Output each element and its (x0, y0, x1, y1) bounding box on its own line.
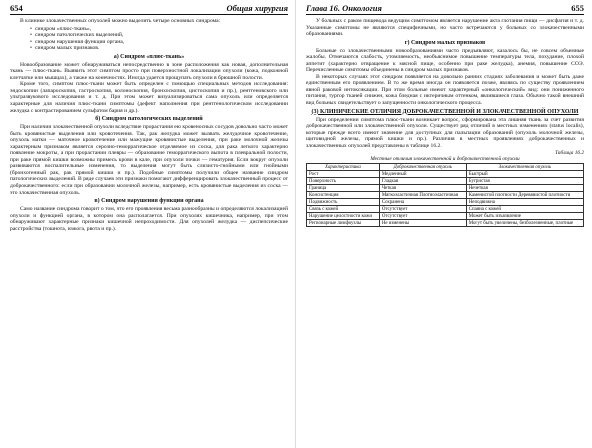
table-cell: Рост (307, 171, 380, 178)
column-header: Злокачественная опухоль (466, 164, 583, 171)
page-number: 654 (10, 3, 23, 13)
right-page-header (306, 0, 584, 15)
section-heading: в) Синдром нарушения функции органа (94, 198, 204, 205)
table-number: Таблица 16.2 (555, 150, 584, 157)
column-header: Доброкачественная опухоль (379, 164, 466, 171)
table-cell: Отсутствует (379, 213, 466, 220)
table-cell: Сохранена (379, 199, 466, 206)
table-cell: Нечеткая (466, 185, 583, 192)
table-cell: Могут быть увеличены, безболезненные, плотные (466, 220, 583, 227)
table-cell: Мягкоэластичная Плотноэластичная (379, 192, 466, 199)
table-body (307, 171, 584, 227)
table-cell: Медленный (379, 171, 466, 178)
table-header-row (307, 164, 584, 171)
table-cell: Спаяна с кожей (466, 206, 583, 213)
left-page-header (10, 0, 288, 15)
section-heading: г) Синдром малых признаков (404, 39, 486, 46)
table-cell: Связь с кожей (307, 206, 380, 213)
table-cell: Быстрый (466, 171, 583, 178)
paragraph: Новообразование может обнаруживаться непосредственно в зоне расположения как новая, дополнительная ткань — плюс-ткань. Выявить этот симптом просто при поверхностной локализации опухоли (кожа, подкожной клетчатке или мышцах), а также на конечностях. Иногда удается прощупать опухоли в брюшной полости. (10, 61, 288, 81)
table-cell: Гладкая (379, 178, 466, 185)
table-row (307, 206, 584, 213)
running-title: Общая хирургия (226, 3, 288, 13)
table-cell: Может быть изъязвление (466, 213, 583, 220)
syndrome-list (30, 26, 288, 52)
paragraph: Больные со злокачественными новообразованиями часто предъявляют, казалось бы, не совсем объемные жалобы. Отмечаются слабость, утомляемость, необъяснимое повышение температуры тела, похудание, плохой аппетит (характерно отвращение к мясной пище, особенно при раке желудка), анемия, повышение СОЭ. Перечисленные симптомы объединены в синдром малых признаков. (306, 47, 584, 74)
comparison-table (306, 163, 584, 227)
table-row (307, 185, 584, 192)
table-cell: Неподвижна (466, 199, 583, 206)
table-caption: Местные отличия злокачественной и доброкачественной опухоли (370, 156, 520, 163)
table-row (307, 192, 584, 199)
table-cell: Не изменены (379, 220, 466, 227)
column-header: Характеристика (307, 164, 380, 171)
table-cell: Нарушение целостности кожи (307, 213, 380, 220)
table-cell: Поверхность (307, 178, 380, 185)
paragraph: У больных с раком пищевода ведущим симптомом является нарушение акта глотания пищи — дисфагия и т. д. Указанные симптомы не являются специфичными, но часто встречаются у больных со злокачественными образованиями. (306, 18, 584, 38)
table-cell: Каменистой плотности Деревянистой плотности (466, 192, 583, 199)
paragraph: Само название синдрома говорит о том, что его проявления весьма разнообразны и определяются локализацией опухоли и функцией органа, в котором она располагается. При опухолях кишечника, например, при этом обнаруживают характерные признаки кишечной непроходимости. Для опухолей желудка — диспепсические расстройства (тошнота, изжога, рвота и пр.). (10, 206, 288, 232)
table-cell: Четкая (379, 185, 466, 192)
running-title: Глава 16. Онкология (306, 3, 382, 13)
table-row (307, 171, 584, 178)
table-row (307, 199, 584, 206)
table-row (307, 213, 584, 220)
list-item: • синдром малых признаков. (30, 45, 288, 52)
page-number: 655 (571, 3, 584, 13)
paragraph: В некоторых случаях этот синдром появляется на довольно ранних стадиях заболевания и может быть даже единственным его проявлением. В то же время иногда он появляется позже, являясь по существу проявлением явной раковой интоксикации. При этом больные имеют характерный «онкологический» вид: они пониженного питания, тургор тканей снижен, кожа бледная с иктеричным оттенком, явлившиеся глаза. Обычно такой внешний вид больных свидетельствует о запущенности онкологического процесса. (306, 73, 584, 107)
table-cell: Консистенция (307, 192, 380, 199)
section-heading: (3) КЛИНИЧЕСКИЕ ОТЛИЧИЯ ДОБРОКАЧЕСТВЕННОЙ И ЗЛОКАЧЕСТВЕННОЙ ОПУХОЛИ (311, 108, 579, 115)
table-cell: Бугристая (466, 178, 583, 185)
section-heading: б) Синдром патологических выделений (95, 116, 203, 123)
paragraph: Кроме того, симптом плюс-ткани может быть определен с помощью специальных методов исследования: эндоскопии (лапароскопия, гастроскопия, колоноскопия, бронхоскопия, цистоскопия и пр.), рентгеновского или ультразвукового исследования и т. д. При этом может визуализироваться сама опухоль или определяется характерные для наличия плюс-ткани симптомы (дефект наполнения при рентгенологическом исследовании желудка с контрастированием сульфатом бария и др.). (10, 81, 288, 114)
intro-paragraph: В клинике злокачественных опухолей можно выделить четыре основных синдрома: (20, 18, 221, 24)
table-cell: Подвижность (307, 199, 380, 206)
paragraph: При определении симптома плюс-ткани возникает вопрос, сформирована эта лишняя ткань за счет развития доброкачественной или злокачественной опухоли. Существует ряд отличий в местных изменениях (status localis), которые прежде всего имеют значение для доступных для пальпации образований (опухоль молочной железы, щитовидной железы, прямой кишки и пр.). Различия в местных проявлениях доброкачественных и злокачественных опухолей представлены в таблице 16.2. (306, 116, 584, 149)
section-heading: а) Синдром «плюс-ткань» (113, 53, 185, 60)
table-row (307, 178, 584, 185)
table-cell: Граница (307, 185, 380, 192)
paragraph: При наличии злокачественной опухоли вследствие прорастания ею кровеносных сосудов довольно часто может быть кровянистые выделения или кровотечения. Так, рак желудка может вызвать желудочное кровотечение, опухоль матки — маточное кровотечение или мажущие кровянистые выделения, при раке молочной железы характерным признаком является серозно-геморрагическое отделяемое из соска, для рака легкого характерно появление мокроты, а при прорастании плевры — образование геморрагического выпота в плевральной полости, при раке прямой кишки возможны примесь крови в кале, при опухоли почки — гематурия. Если вокруг опухоли развиваются воспалительные изменения, то выделения могут быть слизисто-гнойными или гнойными (бронхогенный рак, рак прямой кишки и пр.). Подобные симптомы получили общее название синдром патологических выделений. В ряде случаев эти признаки помогают дифференцировать злокачественный процесс от доброкачественного: если при образовании молочной железы, например, есть кровянистые выделения из соска — это злокачественная опухоль. (10, 124, 288, 196)
table-row (307, 220, 584, 227)
right-page (296, 0, 592, 448)
list-item: • синдром патологических выделений, (30, 32, 288, 39)
table-cell: Регионарные лимфоузлы (307, 220, 380, 227)
list-item: • синдром «плюс-ткань», (30, 26, 288, 33)
table-cell: Отсутствует (379, 206, 466, 213)
list-item: • синдром нарушения функции органа, (30, 39, 288, 46)
